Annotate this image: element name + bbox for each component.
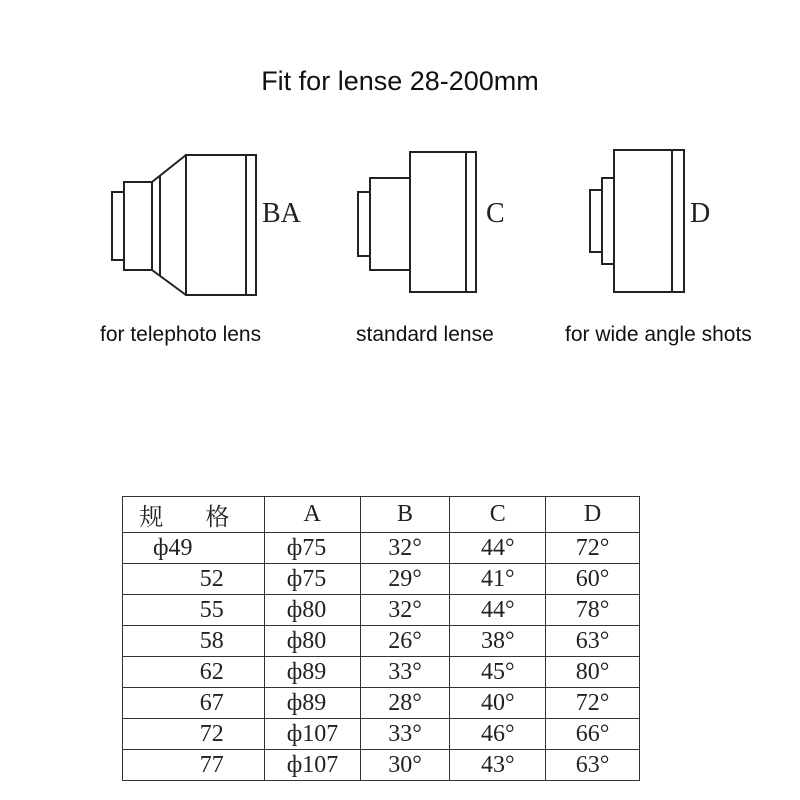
hood-d-drawing: [590, 150, 684, 292]
hood-label-c: C: [486, 198, 505, 229]
cell-size: 58: [123, 626, 265, 657]
cell-c: 38°: [450, 626, 546, 657]
header-b: B: [360, 497, 450, 533]
cell-d: 80°: [546, 657, 640, 688]
cell-size: ф49: [123, 533, 265, 564]
cell-c: 40°: [450, 688, 546, 719]
table-row: [123, 688, 640, 719]
cell-size: 55: [123, 595, 265, 626]
cell-a: ф80: [264, 626, 360, 657]
cell-d: 66°: [546, 719, 640, 750]
caption-telephoto: for telephoto lens: [100, 323, 262, 346]
table-row: [123, 719, 640, 750]
cell-a: ф80: [264, 595, 360, 626]
cell-size: 77: [123, 750, 265, 781]
cell-d: 60°: [546, 564, 640, 595]
hood-label-d: D: [690, 198, 711, 229]
hood-ba-drawing: [112, 155, 256, 295]
cell-a: ф75: [264, 564, 360, 595]
cell-c: 41°: [450, 564, 546, 595]
header-a: A: [264, 497, 360, 533]
cell-b: 30°: [360, 750, 450, 781]
caption-standard: standard lense: [356, 323, 494, 346]
lens-hood-diagrams: [0, 0, 800, 320]
table-row: [123, 564, 640, 595]
cell-c: 43°: [450, 750, 546, 781]
cell-d: 72°: [546, 533, 640, 564]
header-size: 规 格: [123, 497, 265, 533]
page-title: Fit for lense 28-200mm: [261, 66, 539, 96]
cell-size: 67: [123, 688, 265, 719]
cell-c: 45°: [450, 657, 546, 688]
table-row: [123, 595, 640, 626]
cell-b: 26°: [360, 626, 450, 657]
cell-a: ф107: [264, 750, 360, 781]
cell-d: 78°: [546, 595, 640, 626]
cell-c: 44°: [450, 595, 546, 626]
cell-b: 32°: [360, 595, 450, 626]
cell-d: 72°: [546, 688, 640, 719]
table-row: [123, 626, 640, 657]
cell-c: 44°: [450, 533, 546, 564]
cell-b: 28°: [360, 688, 450, 719]
cell-size: 72: [123, 719, 265, 750]
cell-size: 52: [123, 564, 265, 595]
cell-size: 62: [123, 657, 265, 688]
cell-a: ф89: [264, 688, 360, 719]
cell-a: ф75: [264, 533, 360, 564]
hood-c-drawing: [358, 152, 476, 292]
table-row: [123, 657, 640, 688]
cell-a: ф89: [264, 657, 360, 688]
cell-b: 32°: [360, 533, 450, 564]
table-row: [123, 533, 640, 564]
spec-table: [122, 496, 640, 781]
header-d: D: [546, 497, 640, 533]
table-row: [123, 750, 640, 781]
table-header-row: [123, 497, 640, 533]
hood-label-ba: BA: [262, 198, 301, 229]
cell-c: 46°: [450, 719, 546, 750]
caption-wide-angle: for wide angle shots: [565, 323, 752, 346]
cell-b: 33°: [360, 719, 450, 750]
cell-d: 63°: [546, 750, 640, 781]
cell-d: 63°: [546, 626, 640, 657]
cell-b: 29°: [360, 564, 450, 595]
cell-a: ф107: [264, 719, 360, 750]
header-c: C: [450, 497, 546, 533]
cell-b: 33°: [360, 657, 450, 688]
